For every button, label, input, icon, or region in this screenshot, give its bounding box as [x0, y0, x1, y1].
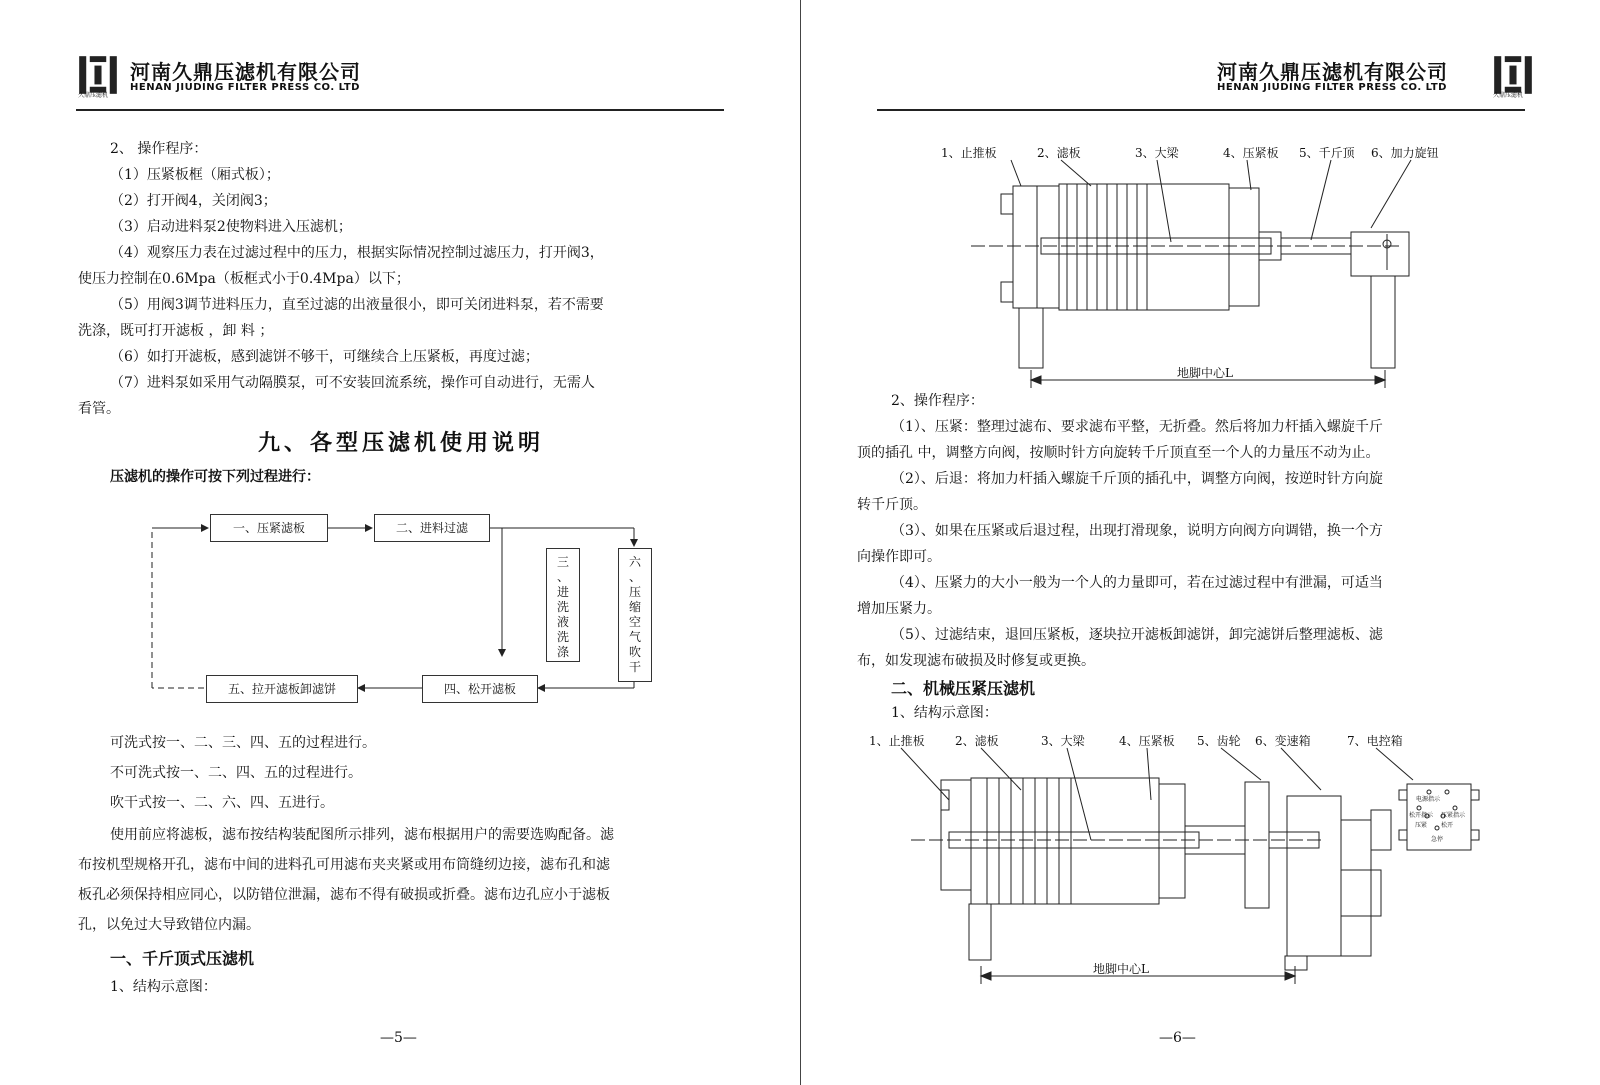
step-line: （5）、过滤结束，退回压紧板，逐块拉开滤板卸滤饼，卸完滤饼后整理滤板、滤	[891, 627, 1383, 643]
flow-step-wash-char: 三	[556, 555, 569, 569]
diagram1-label: 1、止推板	[941, 146, 997, 160]
usage-line: 板孔必须保持相应同心，以防错位泄漏，滤布不得有破损或折叠。滤布边孔应小于滤板	[78, 887, 610, 903]
mode-line: 可洗式按一、二、三、四、五的过程进行。	[110, 735, 376, 751]
step-line: 顶的插孔 中，调整方向阀，按顺时针方向旋转千斤顶直至一个人的力量压不动为止。	[857, 445, 1380, 461]
diagram1-label: 6、加力旋钮	[1371, 146, 1439, 160]
flow-step-air-dry	[618, 548, 652, 682]
control-box-text: 电源指示	[1416, 796, 1441, 803]
step-line: 增加压紧力。	[857, 601, 941, 617]
step-line: （4）、压紧力的大小一般为一个人的力量即可，若在过滤过程中有泄漏，可适当	[891, 575, 1383, 591]
diagram2-label: 7、电控箱	[1347, 734, 1403, 748]
company-name-cn: 河南久鼎压滤机有限公司	[130, 60, 361, 84]
step-line: 布，如发现滤布破损及时修复或更换。	[857, 653, 1095, 669]
control-box-text: 松开	[1441, 822, 1454, 829]
diagram2-label: 5、齿轮	[1197, 734, 1241, 748]
flow-step-unload-cake: 五、拉开滤板卸滤饼	[206, 675, 358, 703]
flow-step-air-char: 六	[628, 555, 641, 569]
flow-step-air-char: 干	[628, 660, 641, 674]
mechanical-press-drawing	[801, 0, 1600, 1085]
flow-step-air-char: 、	[628, 570, 641, 584]
page-number: —6—	[1159, 1030, 1196, 1046]
filter-plates-2	[987, 778, 1071, 904]
diagram2-label: 3、大梁	[1041, 734, 1085, 748]
step-line: （2）打开阀4，关闭阀3；	[110, 193, 277, 209]
page-right	[801, 0, 1600, 1085]
step-line: （1）、压紧：整理过滤布、要求滤布平整，无折叠。然后将加力杆插入螺旋千斤	[891, 419, 1383, 435]
logo-caption: 久鼎压滤机	[1493, 92, 1524, 99]
control-box-text: 松开指示	[1409, 812, 1434, 819]
structure-label: 1、结构示意图：	[891, 705, 998, 721]
step-line: （6）如打开滤板，感到滤饼不够干，可继续合上压紧板，再度过滤；	[110, 349, 539, 365]
operation-heading: 2、 操作程序：	[110, 141, 208, 157]
flow-intro: 压滤机的操作可按下列过程进行：	[110, 469, 320, 485]
control-box-text: 压紧	[1415, 822, 1428, 829]
step-line: 洗涤，既可打开滤板 ，卸 料 ；	[78, 323, 274, 339]
control-box-text: 压紧指示	[1441, 812, 1466, 819]
flow-step-wash-char: 涤	[556, 645, 569, 659]
flow-step-wash-char: 洗	[556, 600, 569, 614]
flow-step-press-plates: 一、压紧滤板	[210, 514, 328, 542]
flow-step-wash-char: 进	[556, 585, 569, 599]
diagram2-label: 4、压紧板	[1119, 734, 1175, 748]
diagram2-label: 6、变速箱	[1255, 734, 1311, 748]
flow-step-air-char: 吹	[628, 645, 641, 659]
logo-caption: 久鼎压滤机	[78, 92, 109, 99]
flow-step-release-plates: 四、松开滤板	[422, 675, 538, 703]
usage-line: 使用前应将滤板，滤布按结构装配图所示排列，滤布根据用户的需要选购配备。滤	[110, 827, 614, 843]
control-box-text: 急停	[1431, 836, 1444, 843]
diagram1-label: 4、压紧板	[1223, 146, 1279, 160]
diagram2-label: 2、滤板	[955, 734, 999, 748]
step-line: （4）观察压力表在过滤过程中的压力，根据实际情况控制过滤压力，打开阀3，	[110, 245, 604, 261]
flow-step-wash-char: 洗	[556, 630, 569, 644]
flow-step-feed-filter: 二、进料过滤	[374, 514, 490, 542]
operation-heading: 2、操作程序：	[891, 393, 984, 409]
step-line: （1）压紧板框（厢式板）；	[110, 167, 280, 183]
diagram1-dimension: 地脚中心L	[1177, 366, 1233, 380]
company-name-en: HENAN JIUDING FILTER PRESS CO. LTD	[130, 82, 360, 93]
flow-step-air-char: 空	[628, 615, 641, 629]
step-line: 转千斤顶。	[857, 497, 927, 513]
step-line: （3）启动进料泵2使物料进入压滤机；	[110, 219, 352, 235]
flow-step-air-char: 压	[628, 585, 641, 599]
mode-line: 不可洗式按一、二、四、五的过程进行。	[110, 765, 362, 781]
flow-step-wash-char: 液	[556, 615, 569, 629]
diagram1-label: 3、大梁	[1135, 146, 1179, 160]
step-line: 向操作即可。	[857, 549, 941, 565]
diagram2-label: 1、止推板	[869, 734, 925, 748]
flow-step-wash	[546, 548, 580, 662]
flow-step-wash-char: 、	[556, 570, 569, 584]
usage-line: 孔，以免过大导致错位内漏。	[78, 917, 260, 933]
step-line: （3）、如果在压紧或后退过程，出现打滑现象，说明方向阀方向调错，换一个方	[891, 523, 1383, 539]
step-line: 看管。	[78, 401, 120, 417]
page-number: —5—	[380, 1030, 417, 1046]
jack-press-title: 一、千斤顶式压滤机	[110, 949, 255, 968]
diagram1-label: 2、滤板	[1037, 146, 1081, 160]
company-name-en: HENAN JIUDING FILTER PRESS CO. LTD	[1217, 82, 1447, 93]
flow-step-air-char: 气	[628, 630, 641, 644]
step-line: 使压力控制在0.6Mpa（板框式小于0.4Mpa）以下；	[78, 271, 410, 287]
step-line: （2）、后退：将加力杆插入螺旋千斤顶的插孔中，调整方向阀，按逆时针方向旋	[891, 471, 1383, 487]
step-line: （7）进料泵如采用气动隔膜泵，可不安装回流系统，操作可自动进行，无需人	[110, 375, 595, 391]
flow-step-air-char: 缩	[628, 600, 641, 614]
flow-arrows	[0, 0, 800, 720]
structure-label: 1、结构示意图：	[110, 979, 217, 995]
mechanical-press-title: 二、机械压紧压滤机	[891, 679, 1036, 698]
usage-line: 布按机型规格开孔，滤布中间的进料孔可用滤布夹夹紧或用布筒缝纫边接，滤布孔和滤	[78, 857, 610, 873]
step-line: （5）用阀3调节进料压力，直至过滤的出液量很小，即可关闭进料泵，若不需要	[110, 297, 604, 313]
company-name-cn: 河南久鼎压滤机有限公司	[1217, 60, 1448, 84]
section-title: 九、各型压滤机使用说明	[258, 431, 545, 456]
diagram2-dimension: 地脚中心L	[1093, 962, 1149, 976]
mode-line: 吹干式按一、二、六、四、五进行。	[110, 795, 334, 811]
diagram1-label: 5、千斤顶	[1299, 146, 1355, 160]
